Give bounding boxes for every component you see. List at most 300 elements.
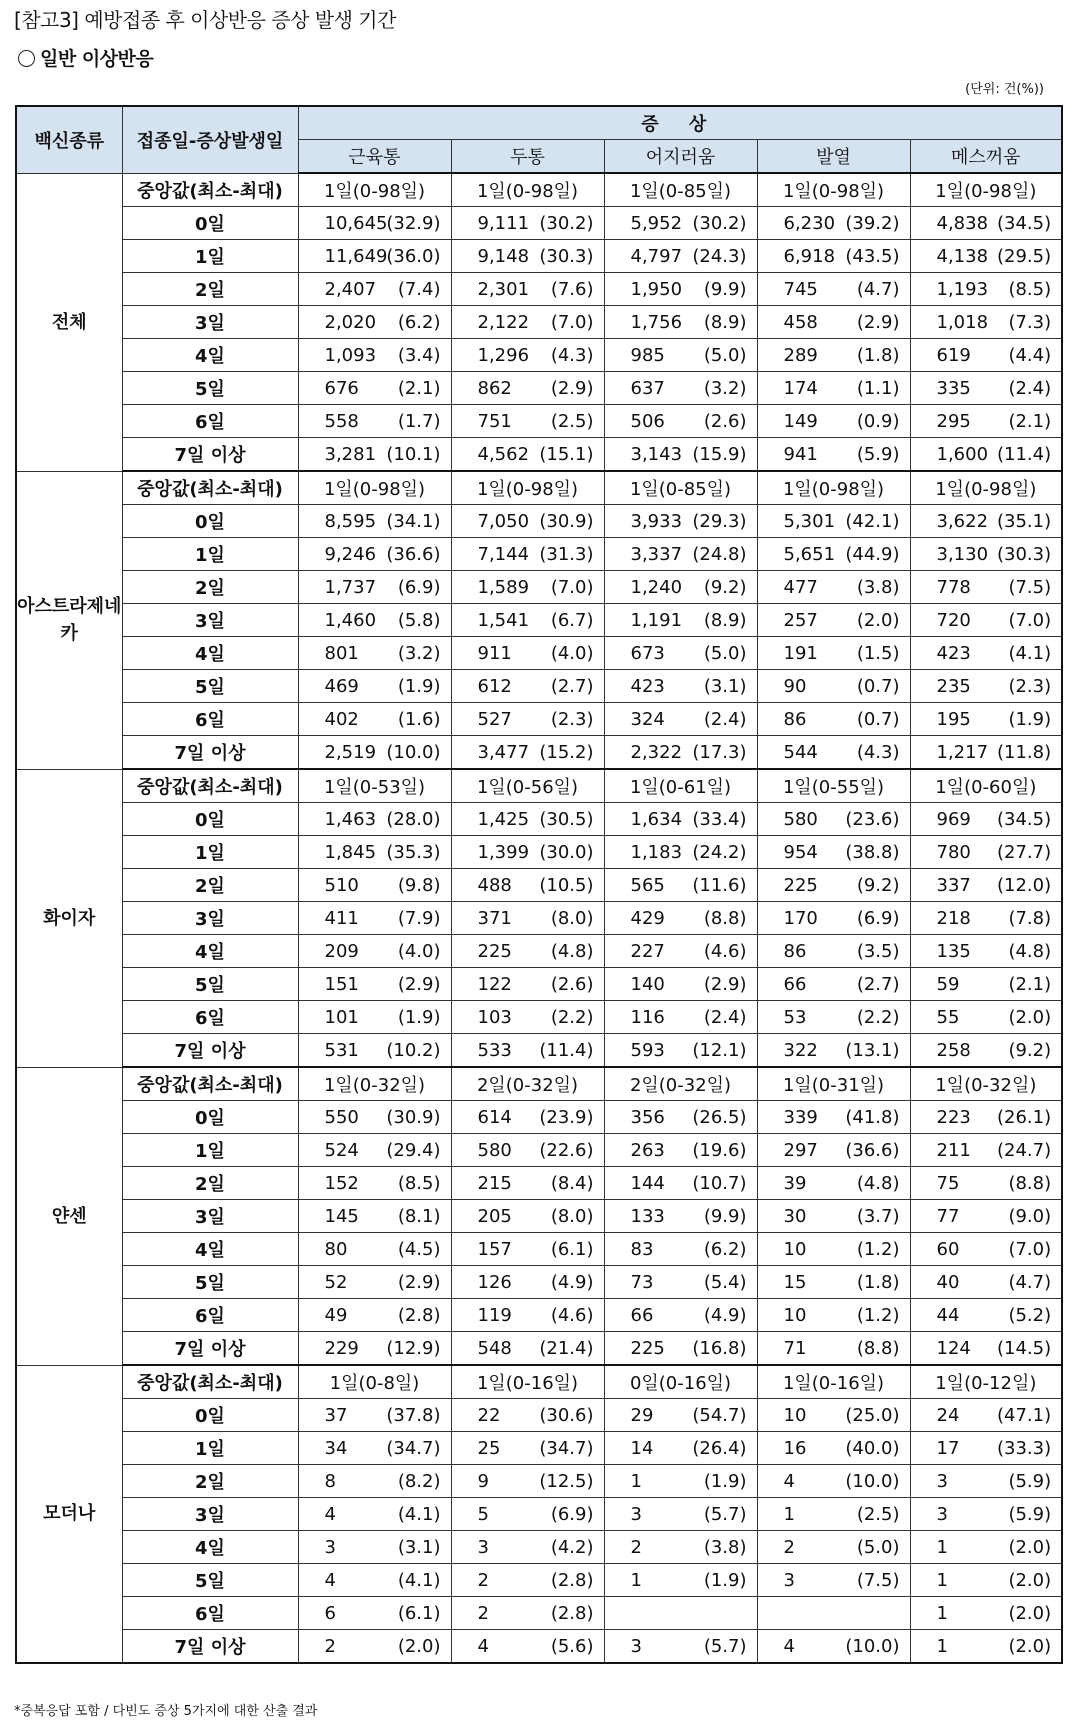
median-value: 1일(0-16일): [451, 1365, 604, 1399]
day-label: 7일 이상: [122, 1034, 298, 1068]
count-cell: 191: [757, 637, 828, 670]
count-cell: 297: [757, 1134, 828, 1167]
count-cell: 1: [910, 1630, 981, 1664]
count-cell: 218: [910, 902, 981, 935]
percent-cell: (6.9): [522, 1498, 604, 1531]
median-label: 중앙값(최소-최대): [122, 173, 298, 207]
percent-cell: (2.4): [675, 703, 757, 736]
count-cell: 3: [298, 1531, 369, 1564]
median-value: 1일(0-98일): [757, 173, 910, 207]
count-cell: 548: [451, 1332, 522, 1366]
count-cell: 3: [451, 1531, 522, 1564]
table-row: [16, 1564, 1062, 1597]
count-cell: 1,460: [298, 604, 369, 637]
median-value: 1일(0-98일): [298, 173, 451, 207]
count-cell: 619: [910, 339, 981, 372]
circle-bullet-icon: [18, 50, 35, 67]
count-cell: 4,838: [910, 207, 981, 240]
median-value: 1일(0-55일): [757, 769, 910, 803]
count-cell: 3: [910, 1498, 981, 1531]
percent-cell: (6.9): [828, 902, 910, 935]
table-row: [16, 1597, 1062, 1630]
percent-cell: (3.1): [675, 670, 757, 703]
percent-cell: (8.8): [675, 902, 757, 935]
count-cell: 1,634: [604, 803, 675, 836]
table-row: [16, 1332, 1062, 1366]
count-cell: 9: [451, 1465, 522, 1498]
percent-cell: (2.3): [522, 703, 604, 736]
count-cell: 10: [757, 1233, 828, 1266]
day-label: 4일: [122, 1531, 298, 1564]
percent-cell: (4.3): [828, 736, 910, 770]
percent-cell: (12.1): [675, 1034, 757, 1068]
header-symptom-headache: 두통: [451, 140, 604, 174]
percent-cell: (2.8): [522, 1597, 604, 1630]
percent-cell: (1.8): [828, 339, 910, 372]
percent-cell: (4.5): [369, 1233, 451, 1266]
median-value: 1일(0-53일): [298, 769, 451, 803]
count-cell: 1: [604, 1564, 675, 1597]
vaccine-name: 얀센: [16, 1067, 122, 1365]
percent-cell: (10.7): [675, 1167, 757, 1200]
table-row: [16, 1531, 1062, 1564]
day-label: 7일 이상: [122, 736, 298, 770]
count-cell: 3: [604, 1630, 675, 1664]
day-label: 1일: [122, 538, 298, 571]
percent-cell: (3.2): [369, 637, 451, 670]
table-row: [16, 339, 1062, 372]
table-row: [16, 1399, 1062, 1432]
percent-cell: (40.0): [828, 1432, 910, 1465]
median-value: 1일(0-98일): [757, 471, 910, 505]
day-label: 4일: [122, 637, 298, 670]
count-cell: 1,600: [910, 438, 981, 472]
percent-cell: [828, 1597, 910, 1630]
count-cell: 66: [757, 968, 828, 1001]
percent-cell: (11.4): [981, 438, 1062, 472]
count-cell: 429: [604, 902, 675, 935]
percent-cell: (7.0): [522, 306, 604, 339]
count-cell: 423: [910, 637, 981, 670]
count-cell: 2: [451, 1597, 522, 1630]
percent-cell: (2.5): [522, 405, 604, 438]
count-cell: 1,191: [604, 604, 675, 637]
percent-cell: (9.9): [675, 1200, 757, 1233]
percent-cell: [675, 1597, 757, 1630]
symptom-onset-table: [15, 105, 1063, 1664]
percent-cell: (5.8): [369, 604, 451, 637]
percent-cell: (2.6): [675, 405, 757, 438]
table-row: [16, 736, 1062, 770]
percent-cell: (11.8): [981, 736, 1062, 770]
count-cell: 149: [757, 405, 828, 438]
section-heading-label: 일반 이상반응: [40, 48, 154, 70]
percent-cell: (39.2): [828, 207, 910, 240]
percent-cell: (28.0): [369, 803, 451, 836]
percent-cell: (36.0): [369, 240, 451, 273]
count-cell: 1: [910, 1564, 981, 1597]
percent-cell: (2.2): [828, 1001, 910, 1034]
percent-cell: (1.9): [369, 1001, 451, 1034]
count-cell: 66: [604, 1299, 675, 1332]
percent-cell: (3.4): [369, 339, 451, 372]
percent-cell: (2.7): [522, 670, 604, 703]
table-row: [16, 1067, 1062, 1101]
count-cell: 1,183: [604, 836, 675, 869]
table-row: [16, 173, 1062, 207]
count-cell: 5,301: [757, 505, 828, 538]
percent-cell: (1.1): [828, 372, 910, 405]
count-cell: 15: [757, 1266, 828, 1299]
day-label: 6일: [122, 1597, 298, 1630]
percent-cell: (34.7): [369, 1432, 451, 1465]
count-cell: 40: [910, 1266, 981, 1299]
percent-cell: (7.0): [981, 1233, 1062, 1266]
percent-cell: (16.8): [675, 1332, 757, 1366]
count-cell: 17: [910, 1432, 981, 1465]
count-cell: 1,018: [910, 306, 981, 339]
table-row: [16, 571, 1062, 604]
percent-cell: (7.0): [981, 604, 1062, 637]
count-cell: 209: [298, 935, 369, 968]
count-cell: 2,519: [298, 736, 369, 770]
table-row: [16, 438, 1062, 472]
count-cell: 229: [298, 1332, 369, 1366]
count-cell: 211: [910, 1134, 981, 1167]
count-cell: 3: [910, 1465, 981, 1498]
percent-cell: (1.9): [675, 1564, 757, 1597]
percent-cell: (5.9): [828, 438, 910, 472]
table-row: [16, 1365, 1062, 1399]
percent-cell: (4.8): [828, 1167, 910, 1200]
count-cell: 75: [910, 1167, 981, 1200]
count-cell: 7,050: [451, 505, 522, 538]
unit-note: (단위: 건(%)): [965, 82, 1044, 97]
percent-cell: (10.0): [369, 736, 451, 770]
percent-cell: (1.5): [828, 637, 910, 670]
count-cell: 49: [298, 1299, 369, 1332]
table-row: [16, 1134, 1062, 1167]
percent-cell: (4.2): [522, 1531, 604, 1564]
percent-cell: (4.6): [522, 1299, 604, 1332]
count-cell: 544: [757, 736, 828, 770]
percent-cell: (9.2): [675, 571, 757, 604]
percent-cell: (0.7): [828, 670, 910, 703]
count-cell: 4: [298, 1498, 369, 1531]
day-label: 7일 이상: [122, 1630, 298, 1664]
count-cell: 339: [757, 1101, 828, 1134]
percent-cell: (5.4): [675, 1266, 757, 1299]
percent-cell: (8.1): [369, 1200, 451, 1233]
percent-cell: (11.6): [675, 869, 757, 902]
day-label: 3일: [122, 1498, 298, 1531]
percent-cell: (1.2): [828, 1233, 910, 1266]
percent-cell: (24.8): [675, 538, 757, 571]
median-value: 1일(0-31일): [757, 1067, 910, 1101]
day-label: 1일: [122, 836, 298, 869]
table-row: [16, 769, 1062, 803]
count-cell: 14: [604, 1432, 675, 1465]
count-cell: 1,193: [910, 273, 981, 306]
median-value: 1일(0-85일): [604, 173, 757, 207]
day-label: 0일: [122, 505, 298, 538]
table-row: [16, 869, 1062, 902]
median-value: 0일(0-16일): [604, 1365, 757, 1399]
count-cell: 135: [910, 935, 981, 968]
percent-cell: (2.9): [675, 968, 757, 1001]
percent-cell: (37.8): [369, 1399, 451, 1432]
table-row: [16, 1630, 1062, 1664]
percent-cell: (4.1): [981, 637, 1062, 670]
percent-cell: (34.5): [981, 803, 1062, 836]
median-value: 1일(0-85일): [604, 471, 757, 505]
percent-cell: (30.0): [522, 836, 604, 869]
percent-cell: (6.1): [522, 1233, 604, 1266]
percent-cell: (2.0): [981, 1564, 1062, 1597]
count-cell: 801: [298, 637, 369, 670]
percent-cell: (10.0): [828, 1465, 910, 1498]
median-value: 1일(0-98일): [910, 471, 1062, 505]
percent-cell: (36.6): [369, 538, 451, 571]
day-label: 1일: [122, 1432, 298, 1465]
count-cell: 9,246: [298, 538, 369, 571]
count-cell: 9,111: [451, 207, 522, 240]
count-cell: 16: [757, 1432, 828, 1465]
count-cell: 2: [757, 1531, 828, 1564]
count-cell: 133: [604, 1200, 675, 1233]
count-cell: 1,093: [298, 339, 369, 372]
percent-cell: (7.0): [522, 571, 604, 604]
day-label: 5일: [122, 1564, 298, 1597]
percent-cell: (7.6): [522, 273, 604, 306]
percent-cell: (9.9): [675, 273, 757, 306]
percent-cell: (2.8): [369, 1299, 451, 1332]
percent-cell: (8.9): [675, 604, 757, 637]
count-cell: 1: [910, 1531, 981, 1564]
day-label: 3일: [122, 306, 298, 339]
percent-cell: (8.8): [828, 1332, 910, 1366]
table-row: [16, 703, 1062, 736]
percent-cell: (2.2): [522, 1001, 604, 1034]
median-label: 중앙값(최소-최대): [122, 1067, 298, 1101]
percent-cell: (30.6): [522, 1399, 604, 1432]
count-cell: 80: [298, 1233, 369, 1266]
count-cell: 1,541: [451, 604, 522, 637]
count-cell: 225: [604, 1332, 675, 1366]
count-cell: 6,230: [757, 207, 828, 240]
median-label: 중앙값(최소-최대): [122, 1365, 298, 1399]
count-cell: 4: [757, 1465, 828, 1498]
percent-cell: (6.2): [369, 306, 451, 339]
count-cell: 527: [451, 703, 522, 736]
count-cell: 862: [451, 372, 522, 405]
percent-cell: (12.5): [522, 1465, 604, 1498]
count-cell: 941: [757, 438, 828, 472]
percent-cell: (5.9): [981, 1465, 1062, 1498]
day-label: 7일 이상: [122, 1332, 298, 1366]
count-cell: 59: [910, 968, 981, 1001]
count-cell: 37: [298, 1399, 369, 1432]
table-row: [16, 604, 1062, 637]
percent-cell: (0.7): [828, 703, 910, 736]
percent-cell: (8.0): [522, 1200, 604, 1233]
day-label: 3일: [122, 604, 298, 637]
count-cell: 174: [757, 372, 828, 405]
percent-cell: (42.1): [828, 505, 910, 538]
day-label: 6일: [122, 405, 298, 438]
section-heading: [18, 44, 153, 71]
day-label: 5일: [122, 372, 298, 405]
day-label: 0일: [122, 1399, 298, 1432]
median-value: 1일(0-60일): [910, 769, 1062, 803]
percent-cell: (1.6): [369, 703, 451, 736]
day-label: 6일: [122, 703, 298, 736]
count-cell: 8: [298, 1465, 369, 1498]
count-cell: 103: [451, 1001, 522, 1034]
percent-cell: (24.7): [981, 1134, 1062, 1167]
percent-cell: (8.0): [522, 902, 604, 935]
percent-cell: (23.9): [522, 1101, 604, 1134]
count-cell: 116: [604, 1001, 675, 1034]
day-label: 3일: [122, 1200, 298, 1233]
percent-cell: (13.1): [828, 1034, 910, 1068]
percent-cell: (8.5): [369, 1167, 451, 1200]
median-value: 1일(0-98일): [451, 471, 604, 505]
count-cell: 86: [757, 935, 828, 968]
median-value: 1일(0-12일): [910, 1365, 1062, 1399]
count-cell: 780: [910, 836, 981, 869]
count-cell: 30: [757, 1200, 828, 1233]
count-cell: 83: [604, 1233, 675, 1266]
count-cell: 7,144: [451, 538, 522, 571]
percent-cell: (43.5): [828, 240, 910, 273]
table-row: [16, 306, 1062, 339]
percent-cell: (1.2): [828, 1299, 910, 1332]
count-cell: 3,281: [298, 438, 369, 472]
count-cell: 2,407: [298, 273, 369, 306]
percent-cell: (9.2): [828, 869, 910, 902]
percent-cell: (3.7): [828, 1200, 910, 1233]
median-value: 1일(0-98일): [451, 173, 604, 207]
percent-cell: (2.5): [828, 1498, 910, 1531]
count-cell: 751: [451, 405, 522, 438]
count-cell: 324: [604, 703, 675, 736]
count-cell: 2: [451, 1564, 522, 1597]
median-value: 1일(0-32일): [298, 1067, 451, 1101]
count-cell: 356: [604, 1101, 675, 1134]
count-cell: 122: [451, 968, 522, 1001]
percent-cell: (54.7): [675, 1399, 757, 1432]
percent-cell: (5.7): [675, 1630, 757, 1664]
vaccine-name: 화이자: [16, 769, 122, 1067]
count-cell: 4,562: [451, 438, 522, 472]
document-title: [참고3] 예방접종 후 이상반응 증상 발생 기간: [14, 8, 396, 32]
percent-cell: (15.9): [675, 438, 757, 472]
percent-cell: (4.9): [522, 1266, 604, 1299]
percent-cell: (4.7): [981, 1266, 1062, 1299]
count-cell: 10: [757, 1299, 828, 1332]
count-cell: 145: [298, 1200, 369, 1233]
count-cell: 954: [757, 836, 828, 869]
day-label: 0일: [122, 803, 298, 836]
percent-cell: (19.6): [675, 1134, 757, 1167]
count-cell: 10: [757, 1399, 828, 1432]
count-cell: 71: [757, 1332, 828, 1366]
percent-cell: (11.4): [522, 1034, 604, 1068]
percent-cell: (7.4): [369, 273, 451, 306]
header-symptom-nausea: 메스꺼움: [910, 140, 1062, 174]
percent-cell: (30.2): [675, 207, 757, 240]
count-cell: 969: [910, 803, 981, 836]
count-cell: 119: [451, 1299, 522, 1332]
count-cell: 124: [910, 1332, 981, 1366]
count-cell: 126: [451, 1266, 522, 1299]
percent-cell: (4.4): [981, 339, 1062, 372]
percent-cell: (4.3): [522, 339, 604, 372]
percent-cell: (2.1): [981, 968, 1062, 1001]
count-cell: 151: [298, 968, 369, 1001]
day-label: 7일 이상: [122, 438, 298, 472]
percent-cell: (30.3): [522, 240, 604, 273]
percent-cell: (6.7): [522, 604, 604, 637]
footnote: *중복응답 포함 / 다빈도 증상 5가지에 대한 산출 결과: [14, 1704, 318, 1719]
percent-cell: (33.3): [981, 1432, 1062, 1465]
table-row: [16, 670, 1062, 703]
day-label: 4일: [122, 1233, 298, 1266]
count-cell: 531: [298, 1034, 369, 1068]
table-row: [16, 836, 1062, 869]
table-row: [16, 505, 1062, 538]
day-label: 0일: [122, 207, 298, 240]
percent-cell: (3.5): [828, 935, 910, 968]
percent-cell: (10.0): [828, 1630, 910, 1664]
count-cell: 1,737: [298, 571, 369, 604]
count-cell: 720: [910, 604, 981, 637]
count-cell: 258: [910, 1034, 981, 1068]
percent-cell: (6.2): [675, 1233, 757, 1266]
day-label: 5일: [122, 1266, 298, 1299]
table-row: [16, 538, 1062, 571]
count-cell: 3,477: [451, 736, 522, 770]
count-cell: 673: [604, 637, 675, 670]
day-label: 0일: [122, 1101, 298, 1134]
percent-cell: (4.8): [522, 935, 604, 968]
count-cell: 593: [604, 1034, 675, 1068]
percent-cell: (2.4): [675, 1001, 757, 1034]
count-cell: 1,756: [604, 306, 675, 339]
percent-cell: (9.2): [981, 1034, 1062, 1068]
header-vaccine: 백신종류: [16, 106, 122, 173]
percent-cell: (2.7): [828, 968, 910, 1001]
percent-cell: (7.5): [828, 1564, 910, 1597]
percent-cell: (30.3): [981, 538, 1062, 571]
count-cell: 235: [910, 670, 981, 703]
day-label: 2일: [122, 1465, 298, 1498]
percent-cell: (32.9): [369, 207, 451, 240]
count-cell: 1,296: [451, 339, 522, 372]
percent-cell: (2.9): [369, 1266, 451, 1299]
count-cell: 24: [910, 1399, 981, 1432]
count-cell: 423: [604, 670, 675, 703]
count-cell: 469: [298, 670, 369, 703]
percent-cell: (34.1): [369, 505, 451, 538]
count-cell: 29: [604, 1399, 675, 1432]
percent-cell: (33.4): [675, 803, 757, 836]
percent-cell: (30.5): [522, 803, 604, 836]
percent-cell: (30.9): [369, 1101, 451, 1134]
count-cell: 4: [757, 1630, 828, 1664]
count-cell: 2: [298, 1630, 369, 1664]
